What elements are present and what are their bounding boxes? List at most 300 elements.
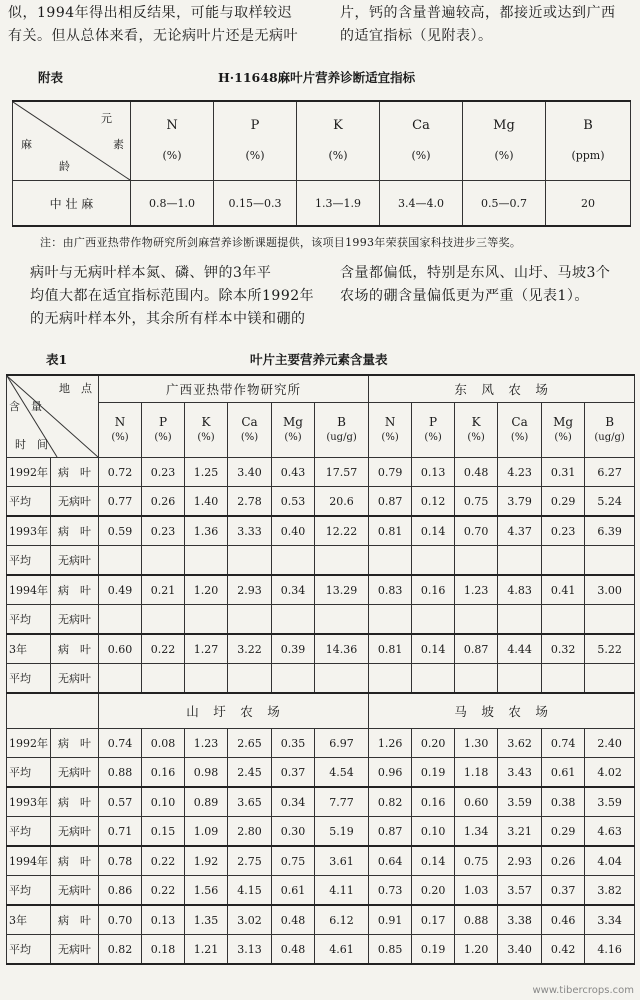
value-cell: 0.53 xyxy=(272,487,315,517)
table-part-1 xyxy=(7,375,635,693)
appendix-col-header: B (ppm) xyxy=(546,101,631,181)
site-header-row xyxy=(7,693,635,729)
value-cell: 0.70 xyxy=(99,905,142,935)
value-cell: 4.11 xyxy=(315,876,369,906)
appendix-title: H·11648麻叶片营养诊断适宜指标 xyxy=(218,70,416,85)
value-cell xyxy=(412,605,455,635)
value-cell xyxy=(228,664,272,694)
value-cell: 0.77 xyxy=(99,487,142,517)
element-name: N xyxy=(384,415,396,429)
mid-text-left xyxy=(30,262,330,331)
table-row xyxy=(7,634,635,664)
corner-top: 元 xyxy=(101,112,112,125)
text-line: 的无病叶样本外，其余所有样本中镁和硼的 xyxy=(30,311,306,327)
corner-left: 麻 xyxy=(21,138,32,151)
element-name: K xyxy=(471,415,481,429)
leaf-type-cell: 无病叶 xyxy=(51,664,99,694)
value-cell: 1.23 xyxy=(185,729,228,758)
value-cell: 0.48 xyxy=(272,935,315,965)
value-cell: 3.65 xyxy=(228,787,272,817)
value-cell: 6.97 xyxy=(315,729,369,758)
value-cell: 13.29 xyxy=(315,575,369,605)
value-cell: 0.21 xyxy=(142,575,185,605)
value-cell: 0.88 xyxy=(455,905,498,935)
value-cell xyxy=(585,546,635,576)
corner-right: 素 xyxy=(113,138,124,151)
value-cell: 0.10 xyxy=(142,787,185,817)
value-cell: 0.22 xyxy=(142,846,185,876)
value-cell: 0.26 xyxy=(542,846,585,876)
value-cell xyxy=(228,546,272,576)
element-unit: (%) xyxy=(154,432,172,443)
value-cell: 0.14 xyxy=(412,634,455,664)
text-line: 片，钙的含量普遍较高，都接近或达到广西 xyxy=(340,5,616,21)
nutrient-table xyxy=(6,374,635,965)
value-cell: 0.82 xyxy=(369,787,412,817)
value-cell: 4.15 xyxy=(228,876,272,906)
year-cell: 平均 xyxy=(7,546,51,576)
value-cell xyxy=(142,664,185,694)
table-row xyxy=(7,605,635,635)
value-cell: 1.18 xyxy=(455,758,498,788)
value-cell: 0.16 xyxy=(142,758,185,788)
value-cell: 0.60 xyxy=(455,787,498,817)
year-cell: 1993年 xyxy=(7,787,51,817)
value-cell: 1.03 xyxy=(455,876,498,906)
table-row xyxy=(7,487,635,517)
value-cell: 3.02 xyxy=(228,905,272,935)
value-cell: 0.73 xyxy=(369,876,412,906)
value-cell: 0.26 xyxy=(142,487,185,517)
appendix-value: 0.15—0.3 xyxy=(214,181,297,227)
value-cell: 4.02 xyxy=(585,758,635,788)
value-cell: 0.46 xyxy=(542,905,585,935)
value-cell: 0.61 xyxy=(542,758,585,788)
appendix-label: 附表 xyxy=(38,70,64,85)
value-cell: 0.75 xyxy=(455,487,498,517)
value-cell: 0.18 xyxy=(142,935,185,965)
element-header xyxy=(142,403,185,458)
value-cell: 0.30 xyxy=(272,817,315,847)
element-header xyxy=(228,403,272,458)
value-cell: 2.45 xyxy=(228,758,272,788)
value-cell: 5.24 xyxy=(585,487,635,517)
value-cell: 0.38 xyxy=(542,787,585,817)
value-cell: 1.21 xyxy=(185,935,228,965)
value-cell: 3.79 xyxy=(498,487,542,517)
leaf-type-cell: 无病叶 xyxy=(51,605,99,635)
value-cell: 0.81 xyxy=(369,516,412,546)
value-cell: 0.08 xyxy=(142,729,185,758)
value-cell: 0.14 xyxy=(412,846,455,876)
element-unit: (%) xyxy=(381,432,399,443)
leaf-type-cell: 无病叶 xyxy=(51,817,99,847)
value-cell: 0.43 xyxy=(272,458,315,487)
value-cell: 4.04 xyxy=(585,846,635,876)
value-cell: 2.80 xyxy=(228,817,272,847)
element-name: Ca xyxy=(511,415,528,429)
year-cell: 平均 xyxy=(7,605,51,635)
text-line: 有关。但从总体来看，无论病叶片还是无病叶 xyxy=(8,28,298,44)
element-name: N xyxy=(114,415,126,429)
leaf-type-cell: 病 叶 xyxy=(51,634,99,664)
value-cell: 1.56 xyxy=(185,876,228,906)
value-cell: 0.39 xyxy=(272,634,315,664)
watermark: www.tibercrops.com xyxy=(532,985,634,996)
value-cell xyxy=(585,605,635,635)
value-cell: 4.23 xyxy=(498,458,542,487)
year-cell: 平均 xyxy=(7,876,51,906)
table-row xyxy=(7,787,635,817)
value-cell: 0.16 xyxy=(412,575,455,605)
value-cell: 0.31 xyxy=(542,458,585,487)
value-cell xyxy=(142,546,185,576)
site-header: 东 风 农 场 xyxy=(369,375,635,403)
year-cell: 平均 xyxy=(7,487,51,517)
year-cell: 1992年 xyxy=(7,729,51,758)
leaf-type-cell: 无病叶 xyxy=(51,546,99,576)
value-cell xyxy=(412,664,455,694)
text-line: 病叶与无病叶样本氮、磷、钾的3年平 xyxy=(30,265,272,281)
year-cell: 1994年 xyxy=(7,846,51,876)
value-cell xyxy=(228,605,272,635)
element-header xyxy=(455,403,498,458)
value-cell: 0.71 xyxy=(99,817,142,847)
value-cell: 3.59 xyxy=(585,787,635,817)
value-cell: 0.61 xyxy=(272,876,315,906)
value-cell: 1.27 xyxy=(185,634,228,664)
value-cell: 0.59 xyxy=(99,516,142,546)
element-header xyxy=(412,403,455,458)
value-cell: 3.57 xyxy=(498,876,542,906)
value-cell: 3.82 xyxy=(585,876,635,906)
element-name: K xyxy=(201,415,211,429)
value-cell: 5.19 xyxy=(315,817,369,847)
value-cell xyxy=(585,664,635,694)
value-cell: 20.6 xyxy=(315,487,369,517)
value-cell: 0.82 xyxy=(99,935,142,965)
table-row xyxy=(7,664,635,694)
value-cell xyxy=(455,664,498,694)
value-cell: 1.20 xyxy=(455,935,498,965)
appendix-col-header: N (%) xyxy=(131,101,214,181)
value-cell xyxy=(412,546,455,576)
value-cell: 3.40 xyxy=(498,935,542,965)
year-cell: 1993年 xyxy=(7,516,51,546)
top-text-left xyxy=(8,2,328,48)
value-cell: 0.23 xyxy=(142,516,185,546)
table-row xyxy=(7,817,635,847)
table-row xyxy=(7,876,635,906)
value-cell: 1.34 xyxy=(455,817,498,847)
value-cell: 0.96 xyxy=(369,758,412,788)
leaf-type-cell: 病 叶 xyxy=(51,905,99,935)
value-cell: 0.78 xyxy=(99,846,142,876)
table-row xyxy=(7,846,635,876)
value-cell: 0.72 xyxy=(99,458,142,487)
leaf-type-cell: 病 叶 xyxy=(51,458,99,487)
value-cell: 0.22 xyxy=(142,634,185,664)
value-cell: 0.42 xyxy=(542,935,585,965)
element-unit: (%) xyxy=(284,432,302,443)
year-cell: 平均 xyxy=(7,817,51,847)
value-cell xyxy=(272,664,315,694)
value-cell: 1.92 xyxy=(185,846,228,876)
value-cell: 0.74 xyxy=(542,729,585,758)
appendix-col-header: Ca (%) xyxy=(380,101,463,181)
element-header-row xyxy=(7,403,635,458)
value-cell: 4.61 xyxy=(315,935,369,965)
table1-label: 表1 xyxy=(46,352,68,367)
value-cell: 0.20 xyxy=(412,876,455,906)
value-cell: 0.35 xyxy=(272,729,315,758)
value-cell: 5.22 xyxy=(585,634,635,664)
value-cell: 3.21 xyxy=(498,817,542,847)
value-cell: 0.15 xyxy=(142,817,185,847)
value-cell: 0.37 xyxy=(542,876,585,906)
value-cell xyxy=(498,546,542,576)
corner-time: 时 间 xyxy=(15,438,48,451)
element-unit: (%) xyxy=(240,432,259,443)
value-cell: 4.16 xyxy=(585,935,635,965)
value-cell: 2.65 xyxy=(228,729,272,758)
value-cell: 0.20 xyxy=(412,729,455,758)
value-cell xyxy=(455,546,498,576)
value-cell: 4.44 xyxy=(498,634,542,664)
value-cell: 2.93 xyxy=(498,846,542,876)
value-cell xyxy=(99,546,142,576)
leaf-type-cell: 病 叶 xyxy=(51,846,99,876)
value-cell: 3.40 xyxy=(228,458,272,487)
element-header xyxy=(542,403,585,458)
table-row xyxy=(7,935,635,965)
value-cell: 3.13 xyxy=(228,935,272,965)
value-cell xyxy=(185,664,228,694)
value-cell: 0.10 xyxy=(412,817,455,847)
value-cell: 0.13 xyxy=(412,458,455,487)
element-unit: (%) xyxy=(111,432,129,443)
value-cell: 6.12 xyxy=(315,905,369,935)
text-line: 农场的硼含量偏低更为严重（见表1）。 xyxy=(340,288,589,304)
value-cell: 3.00 xyxy=(585,575,635,605)
table-part-2 xyxy=(7,693,635,964)
table1-title: 叶片主要营养元素含量表 xyxy=(250,352,388,367)
value-cell: 2.75 xyxy=(228,846,272,876)
value-cell: 6.27 xyxy=(585,458,635,487)
blank-corner xyxy=(7,693,99,729)
value-cell: 0.60 xyxy=(99,634,142,664)
value-cell: 0.49 xyxy=(99,575,142,605)
value-cell: 0.70 xyxy=(455,516,498,546)
value-cell: 3.59 xyxy=(498,787,542,817)
element-name: Mg xyxy=(283,415,303,429)
value-cell xyxy=(272,605,315,635)
text-line: 的适宜指标（见附表）。 xyxy=(340,28,493,44)
value-cell: 0.23 xyxy=(142,458,185,487)
corner-content: 含 量 xyxy=(9,400,42,413)
value-cell xyxy=(498,664,542,694)
value-cell: 1.26 xyxy=(369,729,412,758)
appendix-col-header: P (%) xyxy=(214,101,297,181)
element-name: Ca xyxy=(241,415,258,429)
appendix-col-header: K (%) xyxy=(297,101,380,181)
value-cell xyxy=(369,605,412,635)
element-unit: (ug/g) xyxy=(326,432,357,443)
appendix-col-header: Mg (%) xyxy=(463,101,546,181)
value-cell xyxy=(542,546,585,576)
value-cell: 12.22 xyxy=(315,516,369,546)
value-cell: 0.98 xyxy=(185,758,228,788)
value-cell: 0.12 xyxy=(412,487,455,517)
corner-site: 地 点 xyxy=(59,382,92,395)
value-cell: 1.23 xyxy=(455,575,498,605)
value-cell: 0.83 xyxy=(369,575,412,605)
element-header xyxy=(498,403,542,458)
value-cell: 3.38 xyxy=(498,905,542,935)
value-cell: 17.57 xyxy=(315,458,369,487)
value-cell: 0.40 xyxy=(272,516,315,546)
table-row xyxy=(7,546,635,576)
element-header xyxy=(99,403,142,458)
value-cell: 0.41 xyxy=(542,575,585,605)
value-cell: 2.40 xyxy=(585,729,635,758)
element-name: P xyxy=(158,415,168,429)
value-cell xyxy=(315,664,369,694)
appendix-table xyxy=(12,100,631,227)
value-cell: 1.36 xyxy=(185,516,228,546)
value-cell: 0.16 xyxy=(412,787,455,817)
value-cell: 0.85 xyxy=(369,935,412,965)
appendix-value: 0.5—0.7 xyxy=(463,181,546,227)
element-header xyxy=(272,403,315,458)
value-cell: 0.87 xyxy=(369,487,412,517)
text-line: 含量都偏低，特别是东风、山圩、马坡3个 xyxy=(340,265,611,281)
table-row xyxy=(7,458,635,487)
value-cell: 1.35 xyxy=(185,905,228,935)
site-header-row xyxy=(7,375,635,403)
value-cell: 0.89 xyxy=(185,787,228,817)
element-unit: (%) xyxy=(424,432,442,443)
value-cell: 0.17 xyxy=(412,905,455,935)
value-cell: 3.33 xyxy=(228,516,272,546)
leaf-type-cell: 病 叶 xyxy=(51,575,99,605)
value-cell: 0.14 xyxy=(412,516,455,546)
leaf-type-cell: 病 叶 xyxy=(51,787,99,817)
appendix-value: 20 xyxy=(546,181,631,227)
element-name: Mg xyxy=(553,415,574,429)
value-cell: 0.32 xyxy=(542,634,585,664)
corner-bottom: 龄 xyxy=(59,160,70,173)
value-cell xyxy=(542,664,585,694)
value-cell xyxy=(455,605,498,635)
element-header xyxy=(185,403,228,458)
value-cell: 0.88 xyxy=(99,758,142,788)
year-cell: 平均 xyxy=(7,664,51,694)
value-cell xyxy=(142,605,185,635)
element-name: P xyxy=(429,415,438,429)
table-row xyxy=(7,575,635,605)
value-cell: 0.22 xyxy=(142,876,185,906)
element-header xyxy=(369,403,412,458)
value-cell: 0.57 xyxy=(99,787,142,817)
site-header: 马 坡 农 场 xyxy=(369,693,635,729)
value-cell: 0.13 xyxy=(142,905,185,935)
value-cell: 4.83 xyxy=(498,575,542,605)
value-cell: 0.19 xyxy=(412,758,455,788)
appendix-value: 3.4—4.0 xyxy=(380,181,463,227)
appendix-corner-cell xyxy=(13,101,131,181)
value-cell xyxy=(185,605,228,635)
value-cell: 0.23 xyxy=(542,516,585,546)
element-unit: (%) xyxy=(554,432,572,443)
value-cell: 0.34 xyxy=(272,787,315,817)
site-header: 山 圩 农 场 xyxy=(99,693,369,729)
value-cell xyxy=(369,546,412,576)
element-name: B xyxy=(605,415,615,429)
value-cell: 1.09 xyxy=(185,817,228,847)
table-row xyxy=(7,729,635,758)
value-cell: 1.30 xyxy=(455,729,498,758)
appendix-row-label: 中 壮 麻 xyxy=(13,181,131,227)
value-cell xyxy=(315,605,369,635)
mid-text-right xyxy=(340,262,640,308)
table1-corner-cell xyxy=(7,375,99,458)
value-cell: 1.40 xyxy=(185,487,228,517)
year-cell: 3年 xyxy=(7,905,51,935)
value-cell: 0.19 xyxy=(412,935,455,965)
value-cell: 0.86 xyxy=(99,876,142,906)
value-cell: 0.34 xyxy=(272,575,315,605)
value-cell: 0.75 xyxy=(455,846,498,876)
value-cell: 0.87 xyxy=(455,634,498,664)
leaf-type-cell: 病 叶 xyxy=(51,729,99,758)
value-cell: 6.39 xyxy=(585,516,635,546)
element-header xyxy=(585,403,635,458)
top-text-right xyxy=(340,2,640,48)
appendix-value: 1.3—1.9 xyxy=(297,181,380,227)
leaf-type-cell: 病 叶 xyxy=(51,516,99,546)
value-cell xyxy=(542,605,585,635)
year-cell: 平均 xyxy=(7,935,51,965)
year-cell: 平均 xyxy=(7,758,51,788)
text-line: 均值大都在适宜指标范围内。除本所1992年 xyxy=(30,288,315,304)
value-cell: 1.20 xyxy=(185,575,228,605)
year-cell: 1994年 xyxy=(7,575,51,605)
appendix-note: 注：由广西亚热带作物研究所剑麻营养诊断课题提供，该项目1993年荣获国家科技进步三等奖。 xyxy=(40,236,522,249)
value-cell: 4.54 xyxy=(315,758,369,788)
value-cell: 3.22 xyxy=(228,634,272,664)
value-cell: 2.78 xyxy=(228,487,272,517)
value-cell: 3.62 xyxy=(498,729,542,758)
value-cell: 0.64 xyxy=(369,846,412,876)
leaf-type-cell: 无病叶 xyxy=(51,935,99,965)
table-row xyxy=(7,516,635,546)
value-cell xyxy=(369,664,412,694)
table-row xyxy=(7,758,635,788)
value-cell: 7.77 xyxy=(315,787,369,817)
value-cell xyxy=(99,605,142,635)
value-cell: 0.87 xyxy=(369,817,412,847)
value-cell: 0.79 xyxy=(369,458,412,487)
value-cell xyxy=(272,546,315,576)
value-cell: 4.37 xyxy=(498,516,542,546)
value-cell: 2.93 xyxy=(228,575,272,605)
value-cell: 1.25 xyxy=(185,458,228,487)
element-name: B xyxy=(337,415,346,429)
element-unit: (%) xyxy=(197,432,215,443)
value-cell xyxy=(315,546,369,576)
value-cell: 0.75 xyxy=(272,846,315,876)
